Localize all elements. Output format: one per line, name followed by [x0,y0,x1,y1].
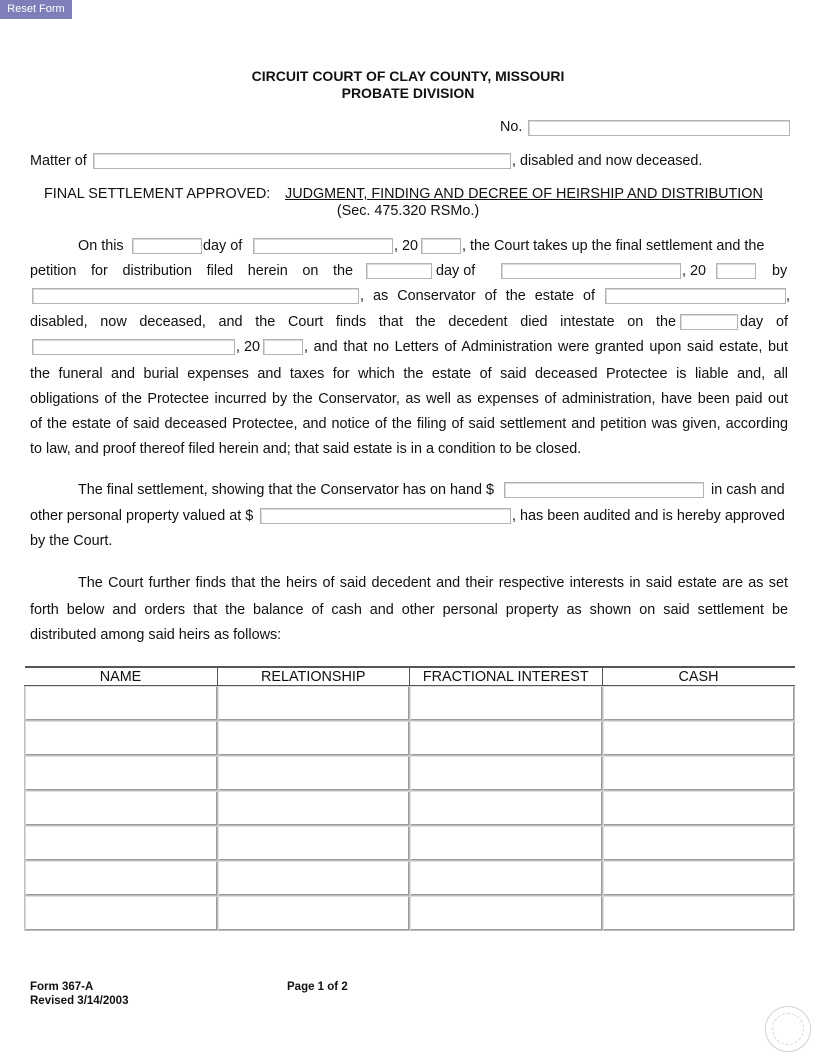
division-title: PROBATE DIVISION [341,85,475,101]
heir-cash-field[interactable] [602,896,795,931]
page-number: Page 1 of 2 [287,981,348,993]
p1-line5-text: , and that no Letters of Administration were granted upon said estate, but [304,339,788,355]
p1-line4-text: disabled, now deceased, and the Court finds that the decedent died intestate on the [30,314,676,330]
reset-form-button[interactable]: Reset Form [0,0,72,19]
p1-line1-end: , the Court takes up the final settlement and the [462,238,765,254]
p2-line1-end: in cash and [711,482,785,498]
court-title: CIRCUIT COURT OF CLAY COUNTY, MISSOURI [251,68,565,84]
heir-name-field[interactable] [25,721,218,756]
heir-relationship-field[interactable] [217,756,410,791]
judgment-citation: (Sec. 475.320 RSMo.) [336,203,480,219]
heir-name-field[interactable] [25,861,218,896]
p2-line2-end: , has been audited and is hereby approved [512,508,785,524]
p1-line8: of the estate of said deceased Protectee, and notice of the filing of said settlement and petition was given, according [30,416,788,432]
p1-line2-dayof: day of [436,263,476,279]
p1-line6: the funeral and burial expenses and taxes for which the estate of said deceased Protectee is liable and, all [30,366,788,382]
heir-name-field[interactable] [25,896,218,931]
cash-on-hand-field[interactable] [504,482,704,498]
heir-cash-field[interactable] [602,756,795,791]
heir-cash-field[interactable] [602,686,795,721]
heir-fraction-field[interactable] [410,861,603,896]
heirs-table [24,666,795,931]
heir-cash-field[interactable] [602,791,795,826]
heir-row [25,896,795,931]
p1-line3-text: , as Conservator of the estate of [360,288,595,304]
heir-row [25,861,795,896]
case-no-label: No. [500,119,523,135]
p2-line1-text: The final settlement, showing that the Conservator has on hand $ [78,482,494,498]
matter-name-field[interactable] [93,153,511,169]
court-seal-icon [765,1006,811,1052]
col-cash-header: CASH [602,667,795,686]
heir-fraction-field[interactable] [410,791,603,826]
col-fractional-interest-header: FRACTIONAL INTEREST [410,667,603,686]
p1-line2-year: , 20 [682,263,707,279]
p3-line2: forth below and orders that the balance of cash and other personal property as shown on said settlement be [30,602,788,618]
heir-cash-field[interactable] [602,861,795,896]
heir-fraction-field[interactable] [410,756,603,791]
case-no-field[interactable] [528,120,790,136]
heir-name-field[interactable] [25,756,218,791]
matter-label: Matter of [30,153,87,169]
col-relationship-header: RELATIONSHIP [217,667,410,686]
heir-relationship-field[interactable] [217,721,410,756]
settlement-month-field[interactable] [253,238,393,254]
p1-line5-year: , 20 [236,339,261,355]
heir-relationship-field[interactable] [217,896,410,931]
heir-name-field[interactable] [25,686,218,721]
protectee-name-field[interactable] [605,288,786,304]
p1-line4-dayof: day of [740,314,788,330]
property-value-field[interactable] [260,508,511,524]
p1-line2-start: petition for distribution filed herein on the [30,263,353,279]
p1-line2-by: by [772,263,788,279]
heir-relationship-field[interactable] [217,686,410,721]
heir-row [25,791,795,826]
conservator-name-field[interactable] [32,288,359,304]
p1-on-this: On this [78,238,124,254]
p1-line7: obligations of the Protectee incurred by the Conservator, as well as expenses of administration, have been paid out [30,391,788,407]
judgment-prefix: FINAL SETTLEMENT APPROVED: [44,186,271,202]
heir-relationship-field[interactable] [217,791,410,826]
heir-fraction-field[interactable] [410,721,603,756]
death-year-field[interactable] [263,339,303,355]
heir-relationship-field[interactable] [217,826,410,861]
settlement-day-field[interactable] [132,238,202,254]
heir-relationship-field[interactable] [217,861,410,896]
heir-fraction-field[interactable] [410,686,603,721]
heir-row [25,721,795,756]
heir-row [25,686,795,721]
matter-suffix: , disabled and now deceased. [512,153,703,169]
p1-year-prefix: , 20 [394,238,419,254]
heir-name-field[interactable] [25,826,218,861]
col-name-header: NAME [25,667,218,686]
petition-month-field[interactable] [501,263,681,279]
heir-name-field[interactable] [25,791,218,826]
heir-row [25,826,795,861]
p1-line3-comma: , [786,288,790,304]
p2-line3: by the Court. [30,533,113,549]
heir-cash-field[interactable] [602,826,795,861]
revised-date: Revised 3/14/2003 [30,995,129,1007]
p1-line9: to law, and proof thereof filed herein and; that said estate is in a condition to be closed. [30,441,582,457]
form-number: Form 367-A [30,981,94,993]
p2-line2-text: other personal property valued at $ [30,508,254,524]
judgment-title: JUDGMENT, FINDING AND DECREE OF HEIRSHIP AND DISTRIBUTION [285,186,763,202]
petition-day-field[interactable] [366,263,432,279]
heir-fraction-field[interactable] [410,826,603,861]
heir-fraction-field[interactable] [410,896,603,931]
p1-day-of: day of [203,238,243,254]
heir-cash-field[interactable] [602,721,795,756]
petition-year-field[interactable] [716,263,756,279]
death-day-field[interactable] [680,314,738,330]
p3-line3: distributed among said heirs as follows: [30,627,282,643]
death-month-field[interactable] [32,339,235,355]
heir-row [25,756,795,791]
settlement-year-field[interactable] [421,238,461,254]
p3-line1: The Court further finds that the heirs of said decedent and their respective interests in said estate are as set [78,575,788,591]
